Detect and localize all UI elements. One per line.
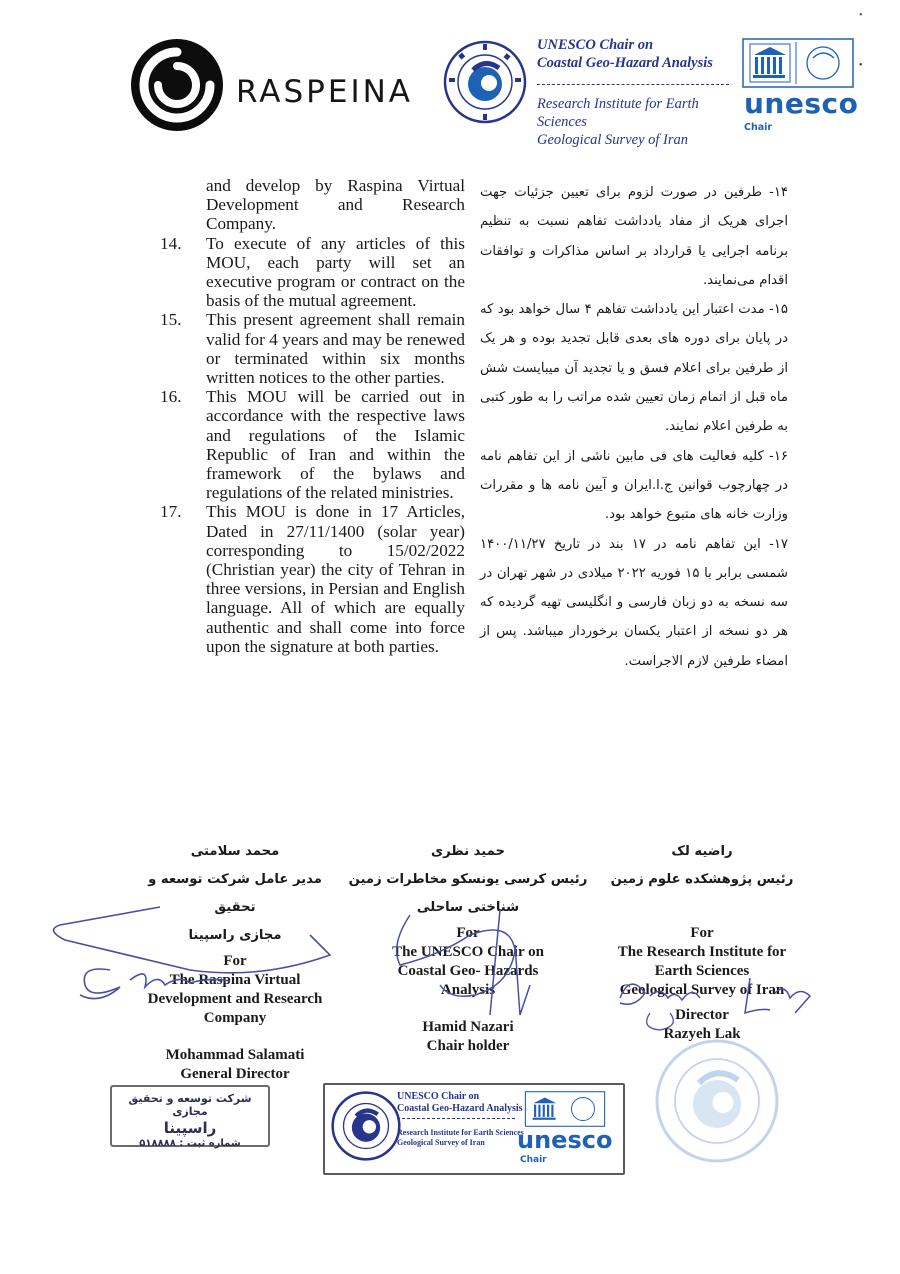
article-number: 14. xyxy=(160,233,182,253)
raspina-wordmark: RASPEINA xyxy=(236,74,413,110)
persian-article: ۱۶- کلیه فعالیت های فی مابین ناشی از این تفاهم نامه در چهارچوب قوانین ج.ا.ایران و آیین نامه ها و مقررات وزارت خانه های متبوع خواهد بود. xyxy=(480,448,788,523)
english-article xyxy=(160,234,465,311)
org-line: Earth Sciences xyxy=(654,963,750,979)
org-line: Coastal Geo- Hazards xyxy=(397,963,539,979)
signatory-fa-title: شناختی ساحلی xyxy=(416,900,520,915)
english-continuation: and develop by Raspina Virtual Development and Research Company. xyxy=(206,176,465,234)
org-line: The Research Institute for xyxy=(617,944,787,960)
article-text: This present agreement shall remain valid for 4 years and may be renewed or terminated within six months written notices to the other parties. xyxy=(206,310,465,388)
persian-article: ۱۵- مدت اعتبار این یادداشت تفاهم ۴ سال خواهد بود که در پایان برای دوره های بعدی قابل تجدید بوده و هر یک از طرفین برای اعلام فسق و یا تجدید آن میبایست شش ماه قبل از اتمام زمان تعیین شده مراتب را به طور کتبی به طرفین اعلام نمایند. xyxy=(480,302,788,435)
org-line: The UNESCO Chair on xyxy=(392,944,544,960)
signatory-title: Chair holder xyxy=(426,1038,510,1054)
for-label: For xyxy=(223,953,247,969)
raspina-company-stamp xyxy=(110,1085,270,1147)
stamp-institute-line2: Geological Survey of Iran xyxy=(397,1138,485,1147)
signatory-fa-name: محمد سلامتی xyxy=(190,844,280,859)
signatory-fa-title: رئیس پژوهشکده علوم زمین xyxy=(610,872,794,887)
signatory-name: Razyeh Lak xyxy=(663,1026,741,1042)
signatory-fa-title: رئیس کرسی یونسکو مخاطرات زمین xyxy=(348,872,588,887)
chair-title-line1: UNESCO Chair on xyxy=(537,37,654,53)
unesco-chair-stamp xyxy=(323,1083,625,1175)
signature-block-institute xyxy=(596,838,808,1044)
article-text: This MOU will be carried out in accordance with the respective laws and regulations of the Islamic Republic of Iran and within the framework of the bylaws and regulations of the related ministries. xyxy=(206,387,465,503)
english-article xyxy=(160,502,465,656)
persian-article: ۱۴- طرفین در صورت لزوم برای تعیین جزئیات جهت اجرای هریک از مفاد یادداشت تفاهم نسبت به تنظیم برنامه اجرایی یا قرارداد بر اساس مذاکرات و توافقات اقدام می‌نمایند. xyxy=(480,185,788,288)
institute-seal-icon xyxy=(331,1091,401,1161)
signatory-fa-name: حمید نظری xyxy=(430,844,506,859)
dashed-divider xyxy=(397,1118,515,1119)
unesco-chair-label: Chair xyxy=(520,1155,547,1165)
unesco-wordmark: unesco xyxy=(517,1126,613,1154)
stamp-institute-line1: Research Institute for Earth Sciences xyxy=(397,1128,524,1137)
org-line: Development and Research xyxy=(147,991,323,1007)
signatory-fa-title: مدیر عامل شرکت توسعه و تحقیق xyxy=(148,872,322,915)
article-number: 17. xyxy=(160,502,182,522)
unesco-wordmark: unesco xyxy=(744,87,859,120)
article-text: This MOU is done in 17 Articles, Dated in 27/11/1400 (solar year) corresponding to 15/02/2022 (Christian year) the city of Tehran in three versions, in Persian and English language. All of which are equally authentic and shall come into force upon the signature at both parties. xyxy=(206,502,465,656)
chair-title xyxy=(537,36,737,72)
article-number: 15. xyxy=(160,310,182,330)
signatory-fa-title: مجازی راسپینا xyxy=(188,928,282,943)
org-line: The Raspina Virtual xyxy=(169,972,301,988)
org-line: Geological Survey of Iran xyxy=(619,982,785,998)
unesco-chair-label: Chair xyxy=(744,122,773,133)
org-line: Analysis xyxy=(440,982,496,998)
english-article xyxy=(160,387,465,502)
signature-block-unesco-chair xyxy=(334,838,602,1056)
unesco-temple-logo-icon xyxy=(742,38,854,88)
stamp-institute xyxy=(397,1128,527,1148)
signatory-fa-name: راضیه لک xyxy=(671,844,733,859)
faded-institute-seal-icon xyxy=(654,1038,780,1164)
persian-article: ۱۷- این تفاهم نامه در ۱۷ بند در تاریخ ۱۴۰۰/۱۱/۲۷ شمسی برابر با ۱۵ فوریه ۲۰۲۲ میلادی در شهر تهران در سه نسخه به دو زبان فارسی و انگلیسی تهیه گردیده که هر دو نسخه از اعتبار یکسان برخوردار میباشد. پس از امضاء طرفین لازم الاجراست. xyxy=(480,536,788,669)
institute-name xyxy=(537,95,742,149)
institute-line2: Geological Survey of Iran xyxy=(537,132,689,148)
corner-mark: • xyxy=(859,60,863,71)
english-article xyxy=(160,310,465,387)
signatory-name: Hamid Nazari xyxy=(422,1019,514,1035)
signatory-title: Director xyxy=(675,1007,729,1023)
for-label: For xyxy=(690,925,714,941)
article-text: To execute of any articles of this MOU, each party will set an executive program or contract on the basis of the mutual agreement. xyxy=(206,233,465,311)
raspina-logo-icon xyxy=(130,38,224,132)
institute-seal-icon xyxy=(443,40,527,124)
english-column xyxy=(160,176,465,656)
stamp-chair-title xyxy=(397,1091,527,1115)
stamp-line: راسپینا xyxy=(163,1119,217,1137)
stamp-chair-title-line2: Coastal Geo-Hazard Analysis xyxy=(397,1103,523,1114)
signature-block-raspina xyxy=(128,838,342,1084)
dashed-divider xyxy=(537,84,729,85)
stamp-line: شرکت توسعه و تحقیق مجازی xyxy=(128,1092,252,1118)
article-number: 16. xyxy=(160,387,182,407)
stamp-line: شماره ثبت : ۵۱۸۸۸۸ xyxy=(139,1138,241,1149)
unesco-temple-logo-icon xyxy=(515,1091,615,1127)
signatory-title: General Director xyxy=(180,1066,290,1082)
org-line: Company xyxy=(203,1010,267,1026)
persian-column xyxy=(480,178,788,676)
for-label: For xyxy=(456,925,480,941)
institute-line1: Research Institute for Earth Sciences xyxy=(537,96,699,130)
stamp-chair-title-line1: UNESCO Chair on xyxy=(397,1091,480,1102)
chair-title-line2: Coastal Geo-Hazard Analysis xyxy=(537,55,713,71)
corner-mark: • xyxy=(859,10,863,21)
signatory-name: Mohammad Salamati xyxy=(165,1047,305,1063)
